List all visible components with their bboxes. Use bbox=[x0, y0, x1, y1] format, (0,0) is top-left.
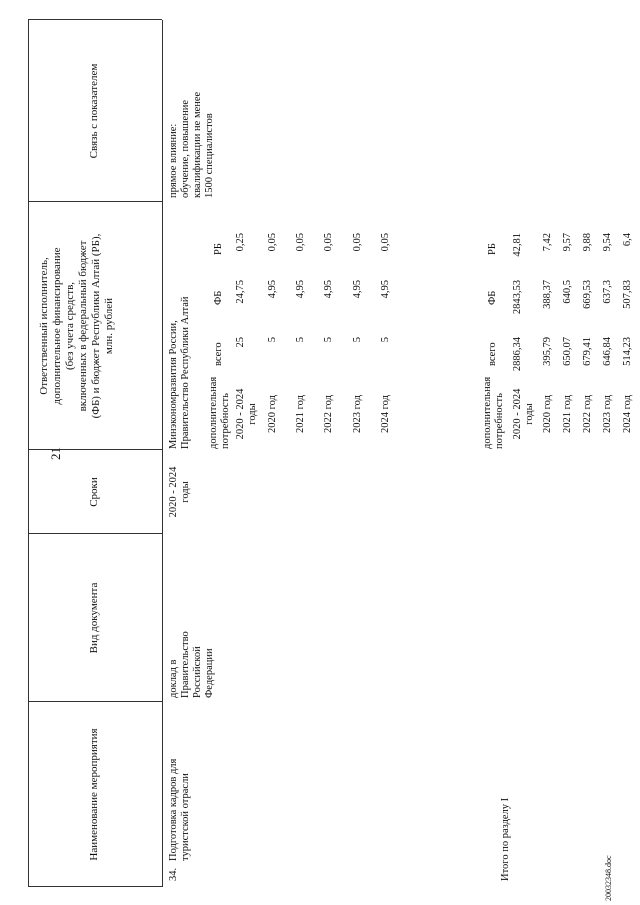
row-period: 2020 - 2024 годы bbox=[235, 388, 258, 440]
item-need-label: дополнительная потребность bbox=[208, 376, 231, 449]
item-executor: Минэкономразвития России, Правительство Республики Алтай bbox=[168, 296, 191, 449]
row-fb: 4,95 bbox=[380, 280, 391, 299]
item-col-total: всего bbox=[213, 342, 224, 366]
header-executor: Ответственный исполнитель, дополнительное финансирование (без учета средств, включенных в федеральный бюджет (ФБ) и бюджет Республики Алтай (РБ), млн. рублей bbox=[38, 233, 115, 419]
page-number: 21 bbox=[48, 447, 63, 460]
row-total: 5 bbox=[295, 337, 306, 343]
row-rb: 9,88 bbox=[582, 233, 593, 252]
row-total: 25 bbox=[235, 337, 246, 348]
row-total: 2886,34 bbox=[512, 337, 523, 372]
row-fb: 4,95 bbox=[267, 280, 278, 299]
row-total: 395,79 bbox=[542, 337, 553, 366]
row-total: 5 bbox=[352, 337, 363, 343]
header-term: Сроки bbox=[88, 477, 100, 507]
header-link: Связь с показателем bbox=[88, 63, 100, 159]
row-period: 2024 год bbox=[380, 395, 391, 433]
item-link: прямое влияние: обучение, повышение квалификации не менее 1500 специалистов bbox=[168, 91, 215, 198]
row-period: 2022 год bbox=[582, 395, 593, 433]
item-name: Подготовка кадров для туристской отрасли bbox=[168, 758, 191, 861]
row-rb: 0,05 bbox=[352, 233, 363, 252]
header-bottom-border bbox=[162, 20, 163, 887]
row-total: 646,84 bbox=[602, 337, 613, 366]
row-rb: 0,05 bbox=[323, 233, 334, 252]
row-period: 2022 год bbox=[323, 395, 334, 433]
row-rb: 0,05 bbox=[380, 233, 391, 252]
row-fb: 4,95 bbox=[323, 280, 334, 299]
total-need-label: дополнительная потребность bbox=[482, 376, 505, 449]
item-term: 2020 - 2024 годы bbox=[168, 466, 191, 518]
item-number: 34. bbox=[168, 867, 179, 881]
item-col-rb: РБ bbox=[213, 243, 224, 255]
table-top-border bbox=[28, 20, 29, 887]
row-fb: 2843,53 bbox=[512, 280, 523, 315]
total-col-rb: РБ bbox=[487, 243, 498, 255]
row-period: 2020 год bbox=[542, 395, 553, 433]
row-rb: 9,54 bbox=[602, 233, 613, 252]
row-rb: 7,42 bbox=[542, 233, 553, 252]
row-rb: 6,4 bbox=[622, 233, 633, 247]
row-fb: 4,95 bbox=[295, 280, 306, 299]
row-fb: 388,37 bbox=[542, 280, 553, 309]
row-total: 679,41 bbox=[582, 337, 593, 366]
item-doc-type: доклад в Правительство Российской Федерации bbox=[168, 631, 215, 698]
row-period: 2023 год bbox=[602, 395, 613, 433]
row-total: 514,23 bbox=[622, 337, 633, 366]
total-col-total: всего bbox=[487, 342, 498, 366]
row-fb: 669,53 bbox=[582, 280, 593, 309]
row-fb: 507,83 bbox=[622, 280, 633, 309]
row-total: 650,07 bbox=[562, 337, 573, 366]
row-total: 5 bbox=[323, 337, 334, 343]
row-period: 2020 год bbox=[267, 395, 278, 433]
row-period: 2024 год bbox=[622, 395, 633, 433]
row-fb: 4,95 bbox=[352, 280, 363, 299]
row-rb: 42,81 bbox=[512, 233, 523, 257]
row-fb: 24,75 bbox=[235, 280, 246, 304]
total-label: Итого по разделу I bbox=[500, 797, 511, 881]
header-doc-type: Вид документа bbox=[88, 582, 100, 654]
row-rb: 0,25 bbox=[235, 233, 246, 252]
total-col-fb: ФБ bbox=[487, 290, 498, 305]
row-rb: 0,05 bbox=[267, 233, 278, 252]
row-rb: 9,57 bbox=[562, 233, 573, 252]
row-period: 2021 год bbox=[562, 395, 573, 433]
row-fb: 640,5 bbox=[562, 280, 573, 304]
file-name: 20032348.doc bbox=[604, 855, 613, 901]
row-rb: 0,05 bbox=[295, 233, 306, 252]
row-period: 2020 - 2024 годы bbox=[512, 388, 535, 440]
row-period: 2021 год bbox=[295, 395, 306, 433]
item-col-fb: ФБ bbox=[213, 290, 224, 305]
row-period: 2023 год bbox=[352, 395, 363, 433]
row-total: 5 bbox=[267, 337, 278, 343]
row-fb: 637,3 bbox=[602, 280, 613, 304]
row-total: 5 bbox=[380, 337, 391, 343]
header-name: Наименование мероприятия bbox=[88, 728, 100, 861]
